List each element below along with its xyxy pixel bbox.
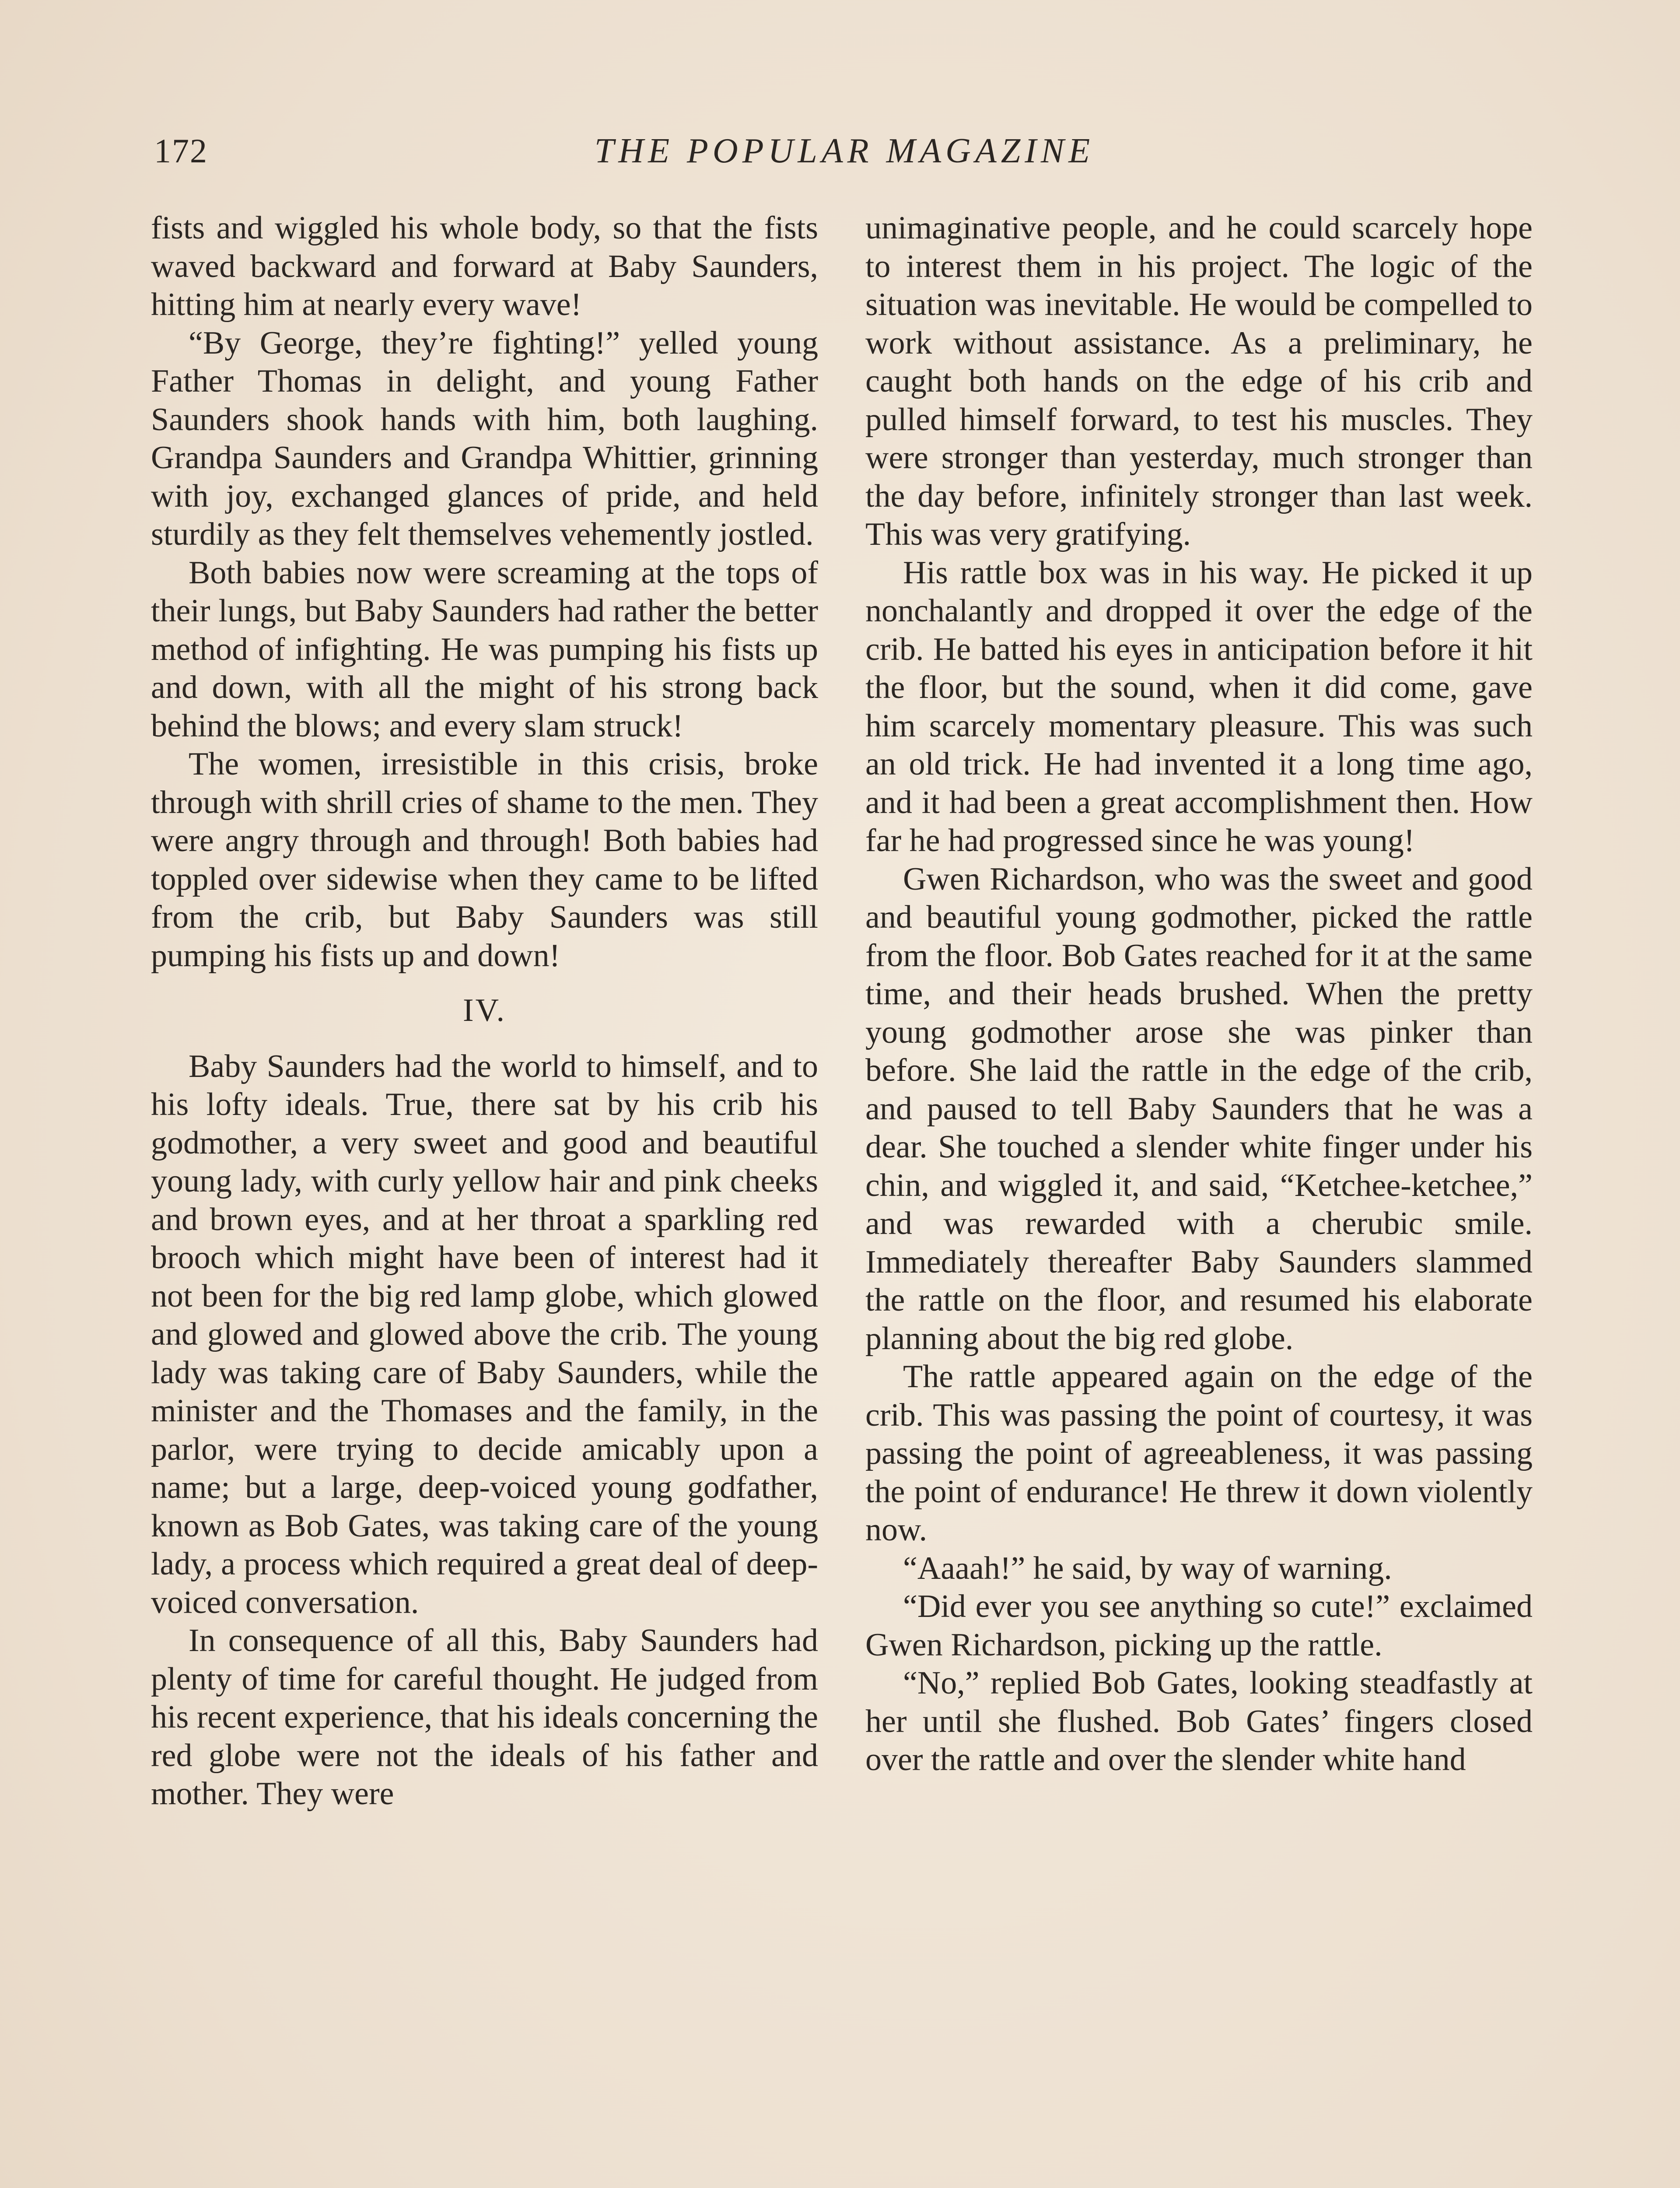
paragraph: unimaginative people, and he could scarcely hope to interest them in his project. The logic of the situation was inevitable. He would be compelled to work without assistance. As a preliminary, he caught both hands on the edge of his crib and pulled himself forward, to test his muscles. They were stronger than yesterday, much stronger than the day before, infinitely stronger than last week. This was very gratifying. [865, 210, 1533, 552]
paragraph: The women, irresistible in this crisis, broke through with shrill cries of shame to the men. They were angry through and through! Both babies had toppled over sidewise when they came to be lifted from the crib, but Baby Saunders was still pumping his fists up and down! [151, 746, 818, 974]
paragraph: “By George, they’re fighting!” yelled young Father Thomas in delight, and young Father Saunders shook hands with him, both laughing. Grandpa Saunders and Grandpa Whittier, grinning with joy, exchanged glances of pride, and held sturdily as they felt themselves vehemently jostled. [151, 325, 818, 552]
right-column [865, 209, 1533, 1779]
paragraph: “No,” replied Bob Gates, looking steadfastly at her until she flushed. Bob Gates’ fingers closed over the rattle and over the slender white hand [865, 1665, 1533, 1778]
paragraph: The rattle appeared again on the edge of the crib. This was passing the point of courtesy, it was passing the point of agreeableness, it was passing the point of endurance! He threw it down violently now. [865, 1359, 1533, 1548]
left-column [151, 209, 818, 1813]
page-header [149, 131, 1540, 184]
page-number: 172 [154, 132, 208, 170]
paragraph: “Did ever you see anything so cute!” exclaimed Gwen Richardson, picking up the rattle. [865, 1588, 1533, 1663]
running-title: THE POPULAR MAGAZINE [594, 132, 1095, 170]
paragraph: Both babies now were screaming at the tops of their lungs, but Baby Saunders had rather the better method of infighting. He was pumping his fists up and down, with all the might of his strong back behind the blows; and every slam struck! [151, 554, 818, 744]
paragraph: “Aaaah!” he said, by way of warning. [903, 1550, 1392, 1586]
paragraph: In consequence of all this, Baby Saunders had plenty of time for careful thought. He judged from his recent experience, that his ideals concerning the red globe were not the ideals of his father and mother. They were [151, 1623, 818, 1812]
paragraph: Gwen Richardson, who was the sweet and good and beautiful young godmother, picked the rattle from the floor. Bob Gates reached for it at the same time, and their heads brushed. When the pretty young godmother arose she was pinker than before. She laid the rattle in the edge of the crib, and paused to tell Baby Saunders that he was a dear. She touched a slender white finger under his chin, and wiggled it, and said, “Ketchee-ketchee,” and was rewarded with a cherubic smile. Immediately thereafter Baby Saunders slammed the rattle on the floor, and resumed his elaborate planning about the big red globe. [865, 861, 1533, 1357]
paragraph: His rattle box was in his way. He picked it up nonchalantly and dropped it over the edge of the crib. He batted his eyes in anticipation before it hit the floor, but the sound, when it did come, gave him scarcely momentary pleasure. This was such an old trick. He had invented it a long time ago, and it had been a great accomplishment then. How far he had progressed since he was young! [865, 554, 1533, 859]
paragraph: Baby Saunders had the world to himself, and to his lofty ideals. True, there sat by his crib his godmother, a very sweet and good and beautiful young lady, with curly yellow hair and pink cheeks and brown eyes, and at her throat a sparkling red brooch which might have been of interest had it not been for the big red lamp globe, which glowed and glowed and glowed above the crib. The young lady was taking care of Baby Saunders, while the minister and the Thomases and the family, in the parlor, were trying to decide amicably upon a name; but a large, deep-voiced young godfather, known as Bob Gates, was taking care of the young lady, a process which required a great deal of deep-voiced conversation. [151, 1048, 818, 1620]
section-heading: IV. [462, 992, 507, 1028]
paragraph: fists and wiggled his whole body, so that the fists waved backward and forward at Baby Saunders, hitting him at nearly every wave! [151, 210, 818, 323]
